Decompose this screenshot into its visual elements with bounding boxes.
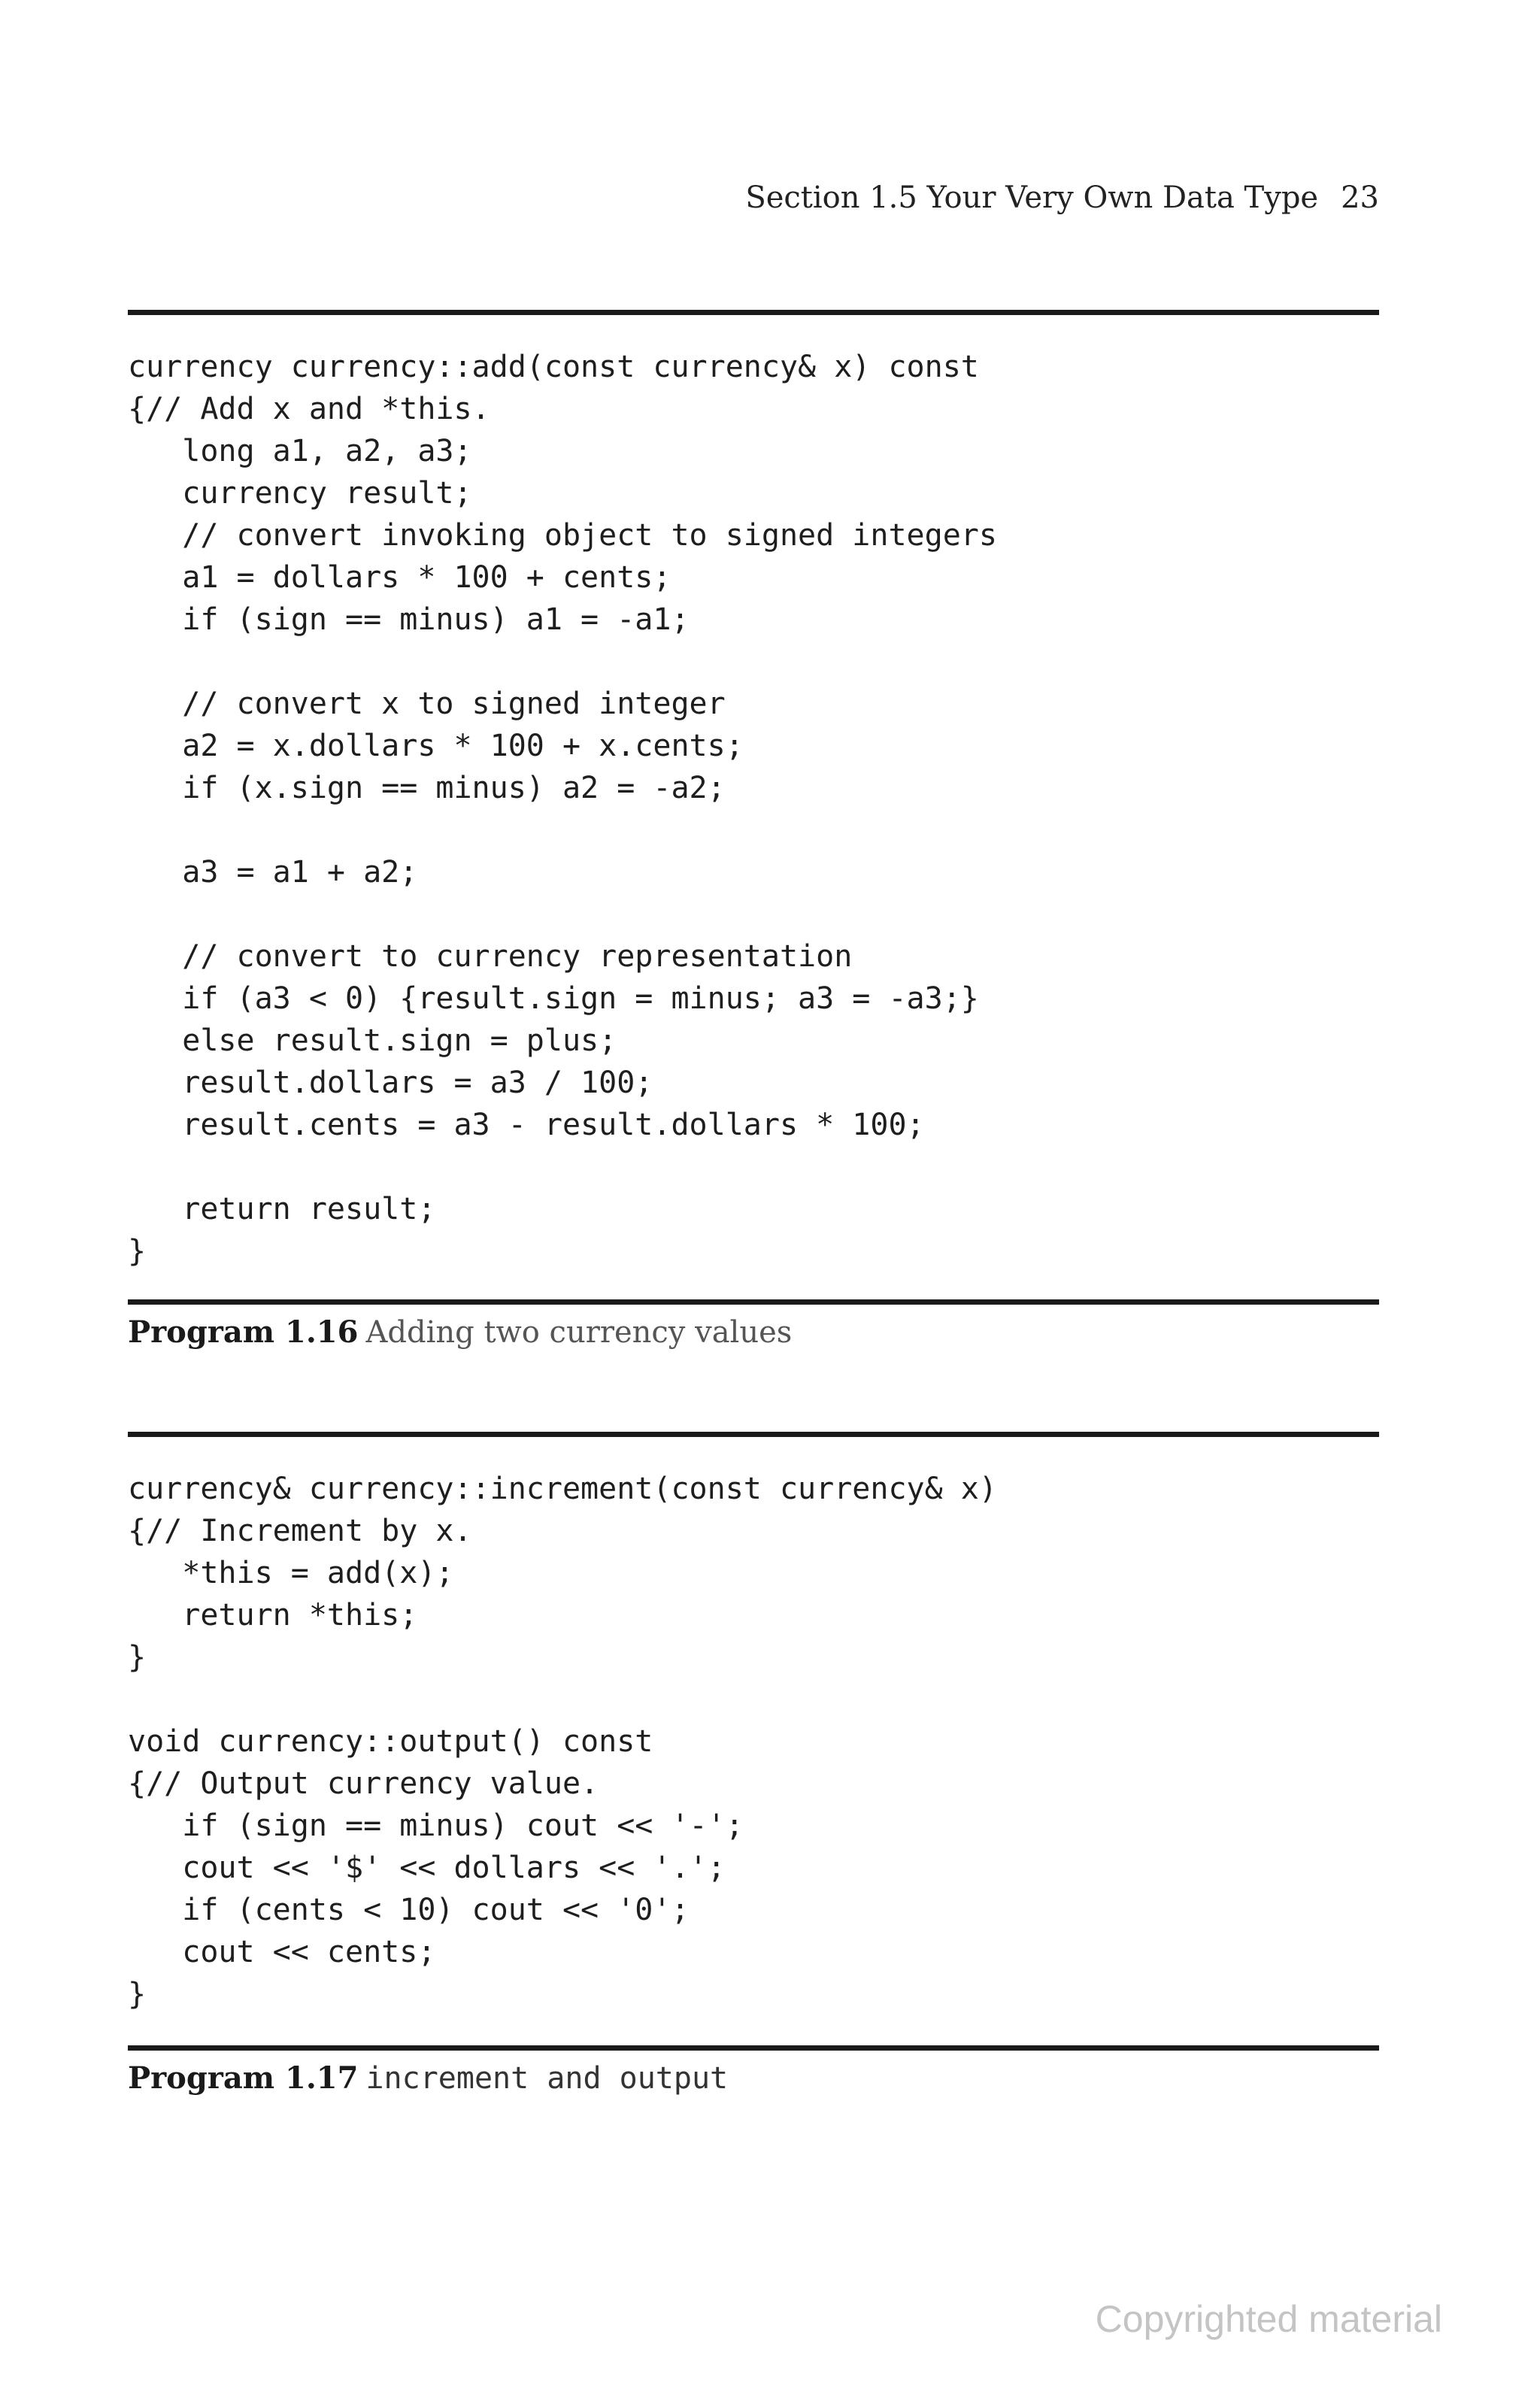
code-line: a1 = dollars * 100 + cents; (128, 560, 671, 595)
code-line: void currency::output() const (128, 1724, 653, 1759)
caption-label: Program 1.16 (128, 1314, 359, 1350)
code-line (128, 809, 997, 851)
program-1-16-code (128, 346, 997, 1272)
page-number: 23 (1341, 180, 1379, 215)
code-line (128, 1678, 997, 1720)
code-line: if (cents < 10) cout << '0'; (128, 1893, 690, 1927)
code-line: *this = add(x); (128, 1556, 454, 1590)
code-line (128, 893, 997, 935)
code-line: } (128, 1234, 147, 1269)
code-line: else result.sign = plus; (128, 1023, 617, 1058)
program-1-17-code (128, 1468, 997, 2015)
code-line (128, 1146, 997, 1188)
code-line: currency& currency::increment(const currency& x) (128, 1472, 997, 1506)
program-1-17-bottom-rule (128, 2045, 1379, 2051)
code-line: a2 = x.dollars * 100 + x.cents; (128, 729, 744, 763)
program-1-17-top-rule (128, 1432, 1379, 1437)
code-line: result.cents = a3 - result.dollars * 100; (128, 1108, 925, 1142)
code-line: if (x.sign == minus) a2 = -a2; (128, 771, 726, 805)
code-line: {// Output currency value. (128, 1766, 599, 1801)
code-line: // convert invoking object to signed integers (128, 518, 997, 553)
code-line: // convert to currency representation (128, 939, 853, 974)
section-title: Section 1.5 Your Very Own Data Type (745, 180, 1319, 215)
program-1-16-caption (128, 1314, 792, 1350)
code-line: // convert x to signed integer (128, 687, 726, 721)
code-line: {// Increment by x. (128, 1514, 472, 1548)
code-line: } (128, 1640, 147, 1675)
code-line: } (128, 1977, 147, 2012)
code-line: if (a3 < 0) {result.sign = minus; a3 = -a3;} (128, 981, 979, 1016)
code-line: currency result; (128, 476, 472, 511)
code-line: cout << cents; (128, 1935, 436, 1969)
code-line: cout << '$' << dollars << '.'; (128, 1851, 726, 1885)
caption-text: increment and output (365, 2061, 729, 2096)
code-line: a3 = a1 + a2; (128, 855, 418, 890)
code-line: long a1, a2, a3; (128, 434, 472, 468)
code-line: {// Add x and *this. (128, 392, 490, 426)
code-line: result.dollars = a3 / 100; (128, 1066, 653, 1100)
code-line: return *this; (128, 1598, 418, 1633)
caption-label: Program 1.17 (128, 2060, 359, 2096)
code-line (128, 641, 997, 683)
program-1-17-caption (128, 2060, 728, 2096)
code-line: if (sign == minus) a1 = -a1; (128, 602, 690, 637)
caption-text: Adding two currency values (365, 1315, 793, 1350)
code-line: if (sign == minus) cout << '-'; (128, 1808, 744, 1843)
program-1-16-bottom-rule (128, 1299, 1379, 1305)
program-1-16-top-rule (128, 310, 1379, 315)
running-head (745, 180, 1379, 215)
code-line: currency currency::add(const currency& x) const (128, 350, 979, 384)
copyright-watermark: Copyrighted material (1095, 2298, 1442, 2340)
code-line: return result; (128, 1192, 436, 1226)
